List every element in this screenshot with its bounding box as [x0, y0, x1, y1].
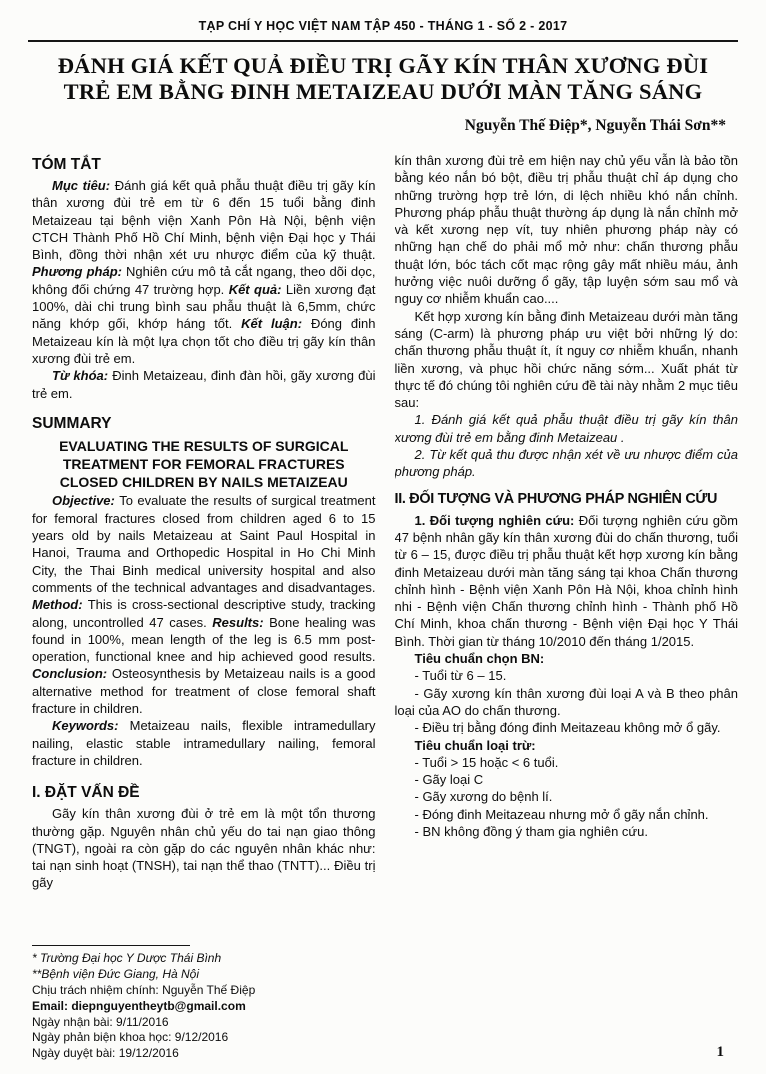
paper-title: [50, 53, 716, 105]
exclusion-criterion: - Gãy xương do bệnh lí.: [414, 789, 553, 805]
summary-body: Objective: To evaluate the results of surgical treatment for femoral fractures closed from children aged 6 to 15 years old by nails Metaizeau at Saint Paul Hospital in Hanoi, Trauma and Orthopedic Hospital in Ho Chi Minh City, the Thai Binh medical university hospital and also comments of the technical advantages and disadvantages. Method: This is cross-sectional descriptive study, tracking along, uncontrolled 47 cases. Results: Bone healing was found in 100%, mean length of the leg is 6.5 mm post-operation, functional knee and hip achieved good results. Conclusion: Osteosynthesis by Metaizeau nails is a good alternative method for treatment of close femoral shaft fracture in children.: [32, 493, 376, 717]
paper-title-line2: TRẺ EM BẰNG ĐINH METAIZEAU DƯỚI MÀN TĂNG SÁNG: [63, 79, 703, 104]
exclusion-criterion: - Gãy loại C: [414, 772, 484, 788]
footnote-email: Email: diepnguyentheytb@gmail.com: [32, 998, 246, 1013]
intro-continuation-paragraph: kín thân xương đùi trẻ em hiện nay chủ yếu vẫn là bảo tồn bằng kéo nắn bó bột, điều trị phẫu thuật chỉ áp dụng cho những trường hợp trẻ lớn, di lệch nhiều khó nắn chỉnh. Phương pháp phẫu thuật thường áp dụng là nắn chỉnh mở và kết xương nẹp vít, tuy nhiên phương pháp này có những hạn chế do phải mổ mở như: chấn thương phẫu thuật lớn, bóc tách cốt mạc rộng gây mất nhiều máu, ảnh hưởng việc nuôi dưỡng ổ gãy, tập luyện sớm sau mổ và nguy cơ nhiễm khuẩn cao....: [394, 153, 738, 307]
footnote-block: [32, 939, 376, 1062]
right-column: [395, 152, 739, 1062]
two-column-body: [32, 152, 738, 1062]
objective-2: 2. Từ kết quả thu được nhận xét về ưu nhược điểm của phương pháp.: [394, 447, 738, 480]
summary-heading: SUMMARY: [32, 414, 112, 432]
footnote-affiliation-2: **Bệnh viện Đức Giang, Hà Nội: [32, 967, 200, 982]
methods-paragraph: 1. Đối tượng nghiên cứu: Đối tượng nghiên cứu gồm 47 bệnh nhân gãy kín thân xương đùi do chấn thương, tuổi từ 6 – 15, được điều trị phẫu thuật kết hợp xương kín bằng đinh Metaizeau dưới màn tăng sáng tại khoa Chấn thương chỉnh hình - Bệnh viện Xanh Pôn Hà Nội, khoa chỉnh hình nhi - Bệnh viện Chấn thương chỉnh hình - Thành phố Hồ Chí Minh, khoa chấn thương - Bệnh viện Đại học Y Thái Bình. Thời gian từ tháng 10/2010 đến tháng 1/2015.: [394, 512, 738, 649]
left-column: [32, 152, 376, 1062]
summary-subtitle: EVALUATING THE RESULTS OF SURGICAL TREATMENT FOR FEMORAL FRACTURES CLOSED CHILDREN BY NAILS METAIZEAU: [59, 437, 349, 491]
inclusion-criterion: - Tuổi từ 6 – 15.: [414, 668, 507, 684]
inclusion-criterion: - Điều trị bằng đóng đinh Meitazeau không mở ổ gãy.: [414, 720, 721, 736]
summary-keywords: Keywords: Metaizeau nails, flexible intramedullary nailing, elastic stable intramedullary nailing, femoral fracture in children.: [32, 718, 376, 768]
footnote-review-date: Ngày phản biện khoa học: 9/12/2016: [32, 1030, 229, 1045]
footnote-received-date: Ngày nhận bài: 9/11/2016: [32, 1014, 169, 1029]
objective-1: 1. Đánh giá kết quả phẫu thuật điều trị gãy kín thân xương đùi trẻ em bằng đinh Metaizeau .: [394, 412, 738, 445]
section1-paragraph: Gãy kín thân xương đùi ở trẻ em là một tổn thương thường gặp. Nguyên nhân chủ yếu do tai nạn giao thông (TNGT), ngoài ra còn gặp do các nguyên nhân khác như: tai nạn sinh hoạt (TNSH), tai nạn thể thao (TNTT)... Điều trị gãy: [32, 806, 376, 891]
footnote-affiliation-1: * Trường Đại học Y Dược Thái Bình: [32, 951, 222, 966]
inclusion-criteria-heading: Tiêu chuẩn chọn BN:: [414, 651, 545, 667]
journal-header: TẠP CHÍ Y HỌC VIỆT NAM TẬP 450 - THÁNG 1 - SỐ 2 - 2017: [198, 19, 568, 33]
abstract-keywords: Từ khóa: Đinh Metaizeau, đinh đàn hồi, gãy xương đùi trẻ em.: [32, 368, 376, 401]
header-rule: [28, 40, 738, 42]
abstract-heading: TÓM TẮT: [32, 156, 101, 173]
footnote-responsible: Chịu trách nhiệm chính: Nguyễn Thế Điệp: [32, 983, 256, 998]
footnote-rule: [32, 945, 190, 946]
exclusion-criterion: - BN không đồng ý tham gia nghiên cứu.: [414, 823, 648, 839]
intro-paragraph-2: Kết hợp xương kín bằng đinh Metaizeau dưới màn tăng sáng (C-arm) là phương pháp ưu việt bởi những lý do: chấn thương phẫu thuật ít, ít nguy cơ nhiễm khuẩn, nhanh liền xương, và phục hồi chức năng sớm... Xuất phát từ thực tế đó chúng tôi nghiên cứu đề tài này nhằm 2 mục tiêu sau:: [394, 308, 738, 411]
section1-heading: I. ĐẶT VẤN ĐỀ: [32, 784, 140, 802]
abstract-body: Mục tiêu: Đánh giá kết quả phẫu thuật điều trị gãy kín thân xương đùi trẻ em từ 6 đến 15 tuổi bằng đinh Metaizeau tại bệnh viện Xanh Pôn Hà Nội, bệnh viện CTCH Thành Phố Hồ Chí Minh, bệnh viện Đại học y Thái Bình, đồng thời nhận xét ưu nhược điểm của kỹ thuật. Phương pháp: Nghiên cứu mô tả cắt ngang, theo dõi dọc, không đối chứng 47 trường hợp. Kết quả: Liền xương đạt 100%, dài chi trung bình sau phẫu thuật là 6,5mm, chức năng khớp gối, khớp háng tốt. Kết luận: Đóng đinh Metaizeau kín là một lựa chọn tốt cho điều trị gãy kín thân xương đùi trẻ em.: [32, 178, 376, 366]
authors-line: Nguyễn Thế Điệp*, Nguyễn Thái Sơn**: [464, 117, 726, 134]
exclusion-criterion: - Tuổi > 15 hoặc < 6 tuổi.: [414, 754, 559, 770]
page-number: 1: [716, 1044, 724, 1060]
inclusion-criterion: - Gãy xương kín thân xương đùi loại A và B theo phân loại của AO do chấn thương.: [394, 685, 738, 718]
exclusion-criterion: - Đóng đinh Meitazeau nhưng mở ổ gãy nắn chỉnh.: [414, 806, 709, 822]
footnote-accepted-date: Ngày duyệt bài: 19/12/2016: [32, 1046, 179, 1061]
exclusion-criteria-heading: Tiêu chuẩn loại trừ:: [414, 737, 536, 753]
paper-title-line1: ĐÁNH GIÁ KẾT QUẢ ĐIỀU TRỊ GÃY KÍN THÂN XƯƠNG ĐÙI: [57, 53, 709, 78]
section2-heading: II. ĐỐI TƯỢNG VÀ PHƯƠNG PHÁP NGHIÊN CỨU: [394, 490, 718, 507]
